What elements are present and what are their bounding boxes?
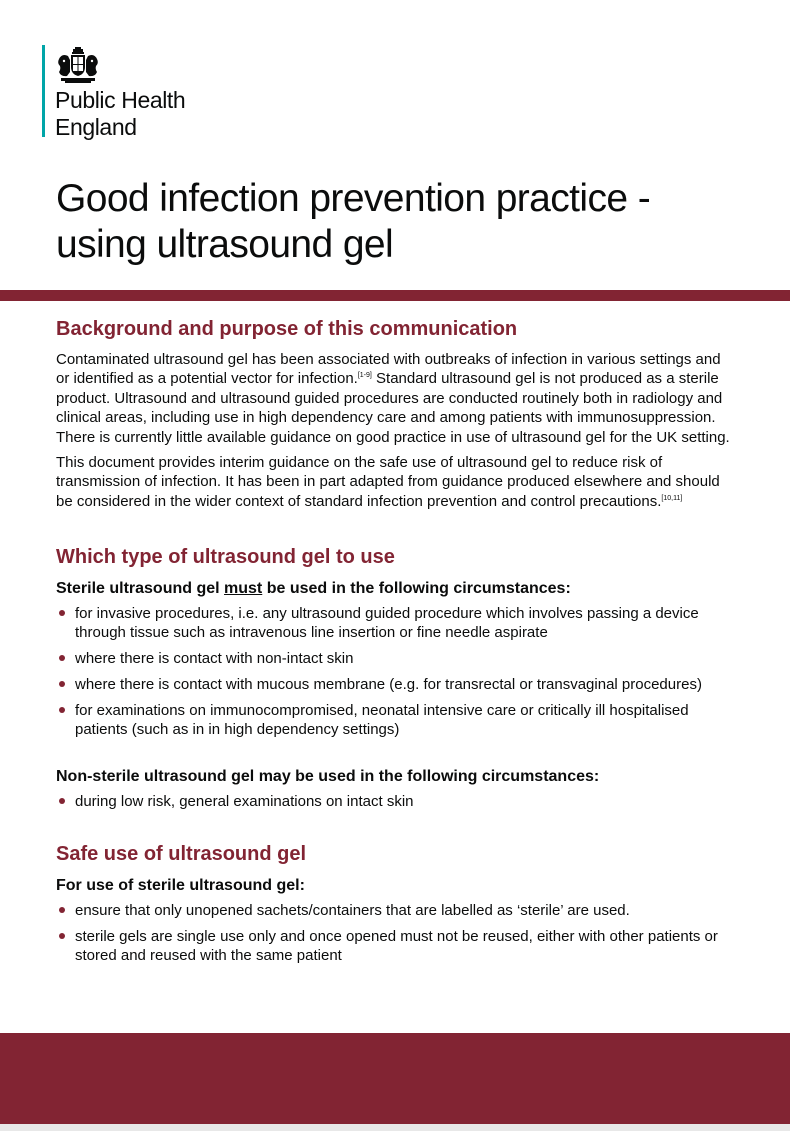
subheading-sterile-text-a: Sterile ultrasound gel <box>56 580 225 598</box>
document-title-line1: Good infection prevention practice - <box>56 177 651 220</box>
background-p1-text-a: Contaminated ultrasound gel has been associated with outbreaks of infection in various settings and or identified as a potential vector for infection. <box>56 351 721 388</box>
document-title <box>56 176 756 268</box>
sterile-circumstances-list <box>56 604 736 739</box>
bullet-icon <box>59 655 65 661</box>
org-name-line2: England <box>55 114 137 140</box>
subheading-sterile-text-b: be used in the following circumstances: <box>262 580 571 598</box>
document-title-line2: using ultrasound gel <box>56 223 394 266</box>
section-heading-background: Background and purpose of this communication <box>56 318 518 340</box>
footer-band <box>0 1033 790 1124</box>
section-heading-gel-type: Which type of ultrasound gel to use <box>56 546 395 569</box>
subheading-non-sterile: Non-sterile ultrasound gel may be used in the following circumstances: <box>56 768 600 786</box>
bullet-icon <box>59 798 65 804</box>
logo-block <box>42 45 186 140</box>
list-item <box>56 675 736 694</box>
bullet-icon <box>59 707 65 713</box>
royal-coat-of-arms-icon <box>55 45 101 85</box>
background-paragraph-1 <box>56 350 736 447</box>
list-item <box>56 604 736 642</box>
organisation-name <box>55 87 185 141</box>
org-name-line1: Public Health <box>55 87 186 113</box>
bullet-icon <box>59 907 65 913</box>
list-item-text: for examinations on immunocompromised, neonatal intensive care or critically ill hospitalised patients (such as in in high dependency settings) <box>75 702 689 739</box>
list-item <box>56 649 736 668</box>
background-paragraph-2 <box>56 453 736 511</box>
subheading-sterile-use: For use of sterile ultrasound gel: <box>56 877 305 895</box>
reference-10-11: [10,11] <box>661 494 683 502</box>
list-item-text: sterile gels are single use only and once opened must not be reused, either with other patients or stored and reused with the same patient <box>75 928 718 965</box>
bullet-icon <box>59 933 65 939</box>
subheading-sterile-must <box>56 578 736 600</box>
list-item-text: where there is contact with non-intact skin <box>75 650 354 668</box>
footer-strip <box>0 1124 790 1131</box>
list-item <box>56 927 736 965</box>
header-divider <box>0 290 790 301</box>
list-item <box>56 901 736 920</box>
background-p1-text-b: Standard ultrasound gel is not produced as a sterile product. Ultrasound and ultrasound guided procedures are conducted routinely both in radiology and clinical areas, including use in high dependency care and among patients with immunosuppression. There is currently little available guidance on good practice in use of ultrasound gel for the UK setting. <box>56 370 730 446</box>
non-sterile-circumstances-list <box>56 792 736 811</box>
list-item-text: ensure that only unopened sachets/containers that are labelled as ‘sterile’ are used. <box>75 902 630 920</box>
section-heading-safe-use: Safe use of ultrasound gel <box>56 843 307 866</box>
subheading-must-emphasis: must <box>224 580 263 598</box>
reference-1-9: [1-9] <box>357 372 372 380</box>
list-item-text: where there is contact with mucous membrane (e.g. for transrectal or transvaginal procedures) <box>75 676 702 694</box>
list-item <box>56 701 736 739</box>
list-item-text: for invasive procedures, i.e. any ultrasound guided procedure which involves passing a device through tissue such as intravenous line insertion or fine needle aspirate <box>75 605 699 642</box>
list-item <box>56 792 736 811</box>
background-p2-text: This document provides interim guidance on the safe use of ultrasound gel to reduce risk of transmission of infection. It has been in part adapted from guidance produced elsewhere and should be considered in the wider context of standard infection prevention and control precautions. <box>56 454 720 510</box>
list-item-text: during low risk, general examinations on intact skin <box>75 793 414 811</box>
bullet-icon <box>59 681 65 687</box>
bullet-icon <box>59 610 65 616</box>
sterile-use-list <box>56 901 736 965</box>
document-body <box>56 316 736 972</box>
